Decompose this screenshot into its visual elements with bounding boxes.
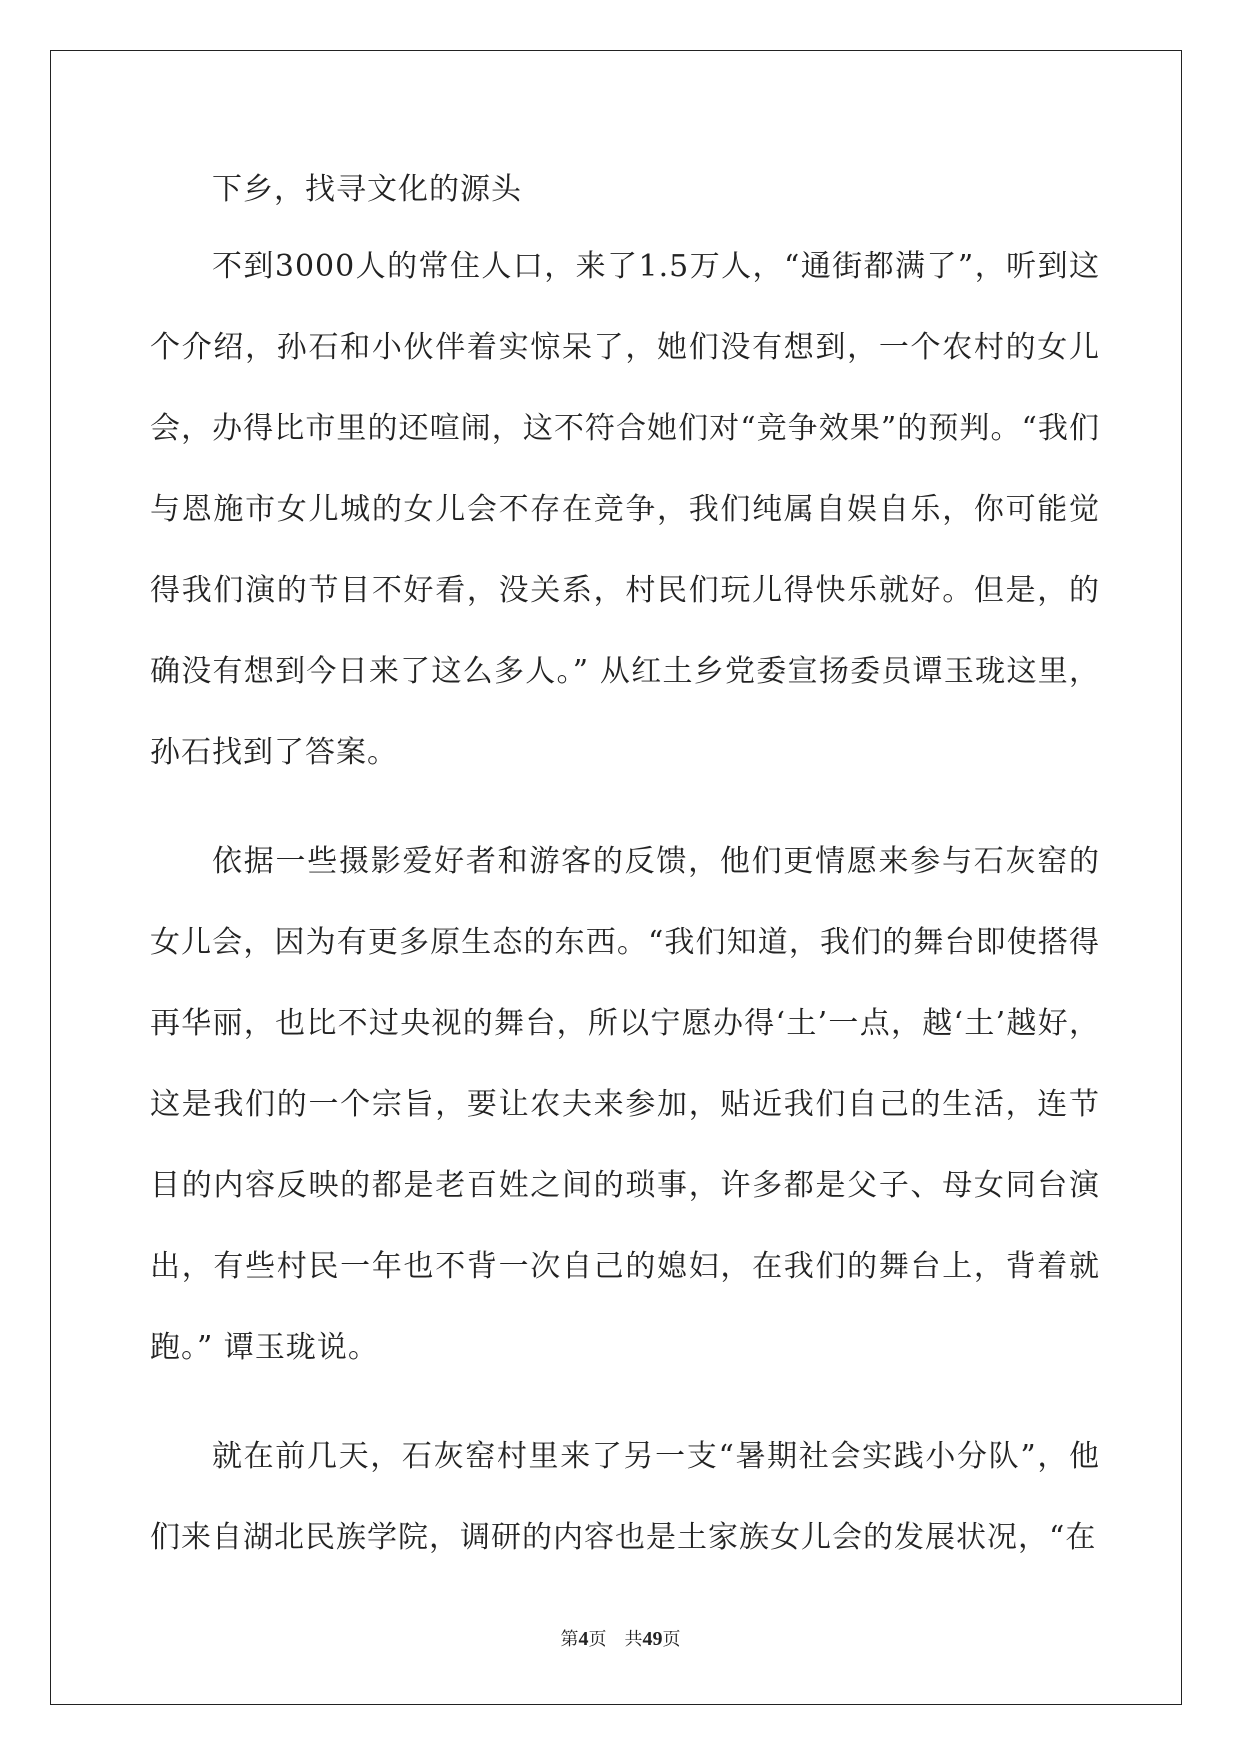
page-footer — [0, 1625, 1241, 1651]
paragraph-2: 依据一些摄影爱好者和游客的反馈，他们更情愿来参与石灰窑的女儿会，因为有更多原生态的东西。“我们知道，我们的舞台即使搭得再华丽，也比不过央视的舞台，所以宁愿办得‘土’一点，越‘土’越好，这是我们的一个宗旨，要让农夫来参加，贴近我们自己的生活，连节目的内容反映的都是老百姓之间的琐事，许多都是父子、母女同台演出，有些村民一年也不背一次自己的媳妇，在我们的舞台上，背着就跑。” 谭玉珑说。 — [150, 844, 1100, 1365]
footer-prefix: 第 — [560, 1629, 579, 1650]
footer-mid: 页 共 — [588, 1629, 643, 1650]
section-heading: 下乡，找寻文化的源头 — [212, 172, 522, 207]
paragraph-3: 就在前几天，石灰窑村里来了另一支“暑期社会实践小分队”，他们来自湖北民族学院，调研的内容也是土家族女儿会的发展状况，“在 — [150, 1439, 1100, 1555]
current-page-number: 4 — [578, 1628, 589, 1650]
total-pages-number: 49 — [642, 1628, 663, 1650]
paragraph-1: 不到3000人的常住人口，来了1.5万人，“通街都满了”，听到这个介绍，孙石和小伙伴着实惊呆了，她们没有想到，一个农村的女儿会，办得比市里的还喧闹，这不符合她们对“竞争效果”的预判。“我们与恩施市女儿城的女儿会不存在竞争，我们纯属自娱自乐，你可能觉得我们演的节目不好看，没关系，村民们玩儿得快乐就好。但是，的确没有想到今日来了这么多人。” 从红土乡党委宣扬委员谭玉珑这里，孙石找到了答案。 — [150, 249, 1100, 770]
document-body — [150, 160, 1100, 1606]
footer-suffix: 页 — [662, 1629, 681, 1650]
